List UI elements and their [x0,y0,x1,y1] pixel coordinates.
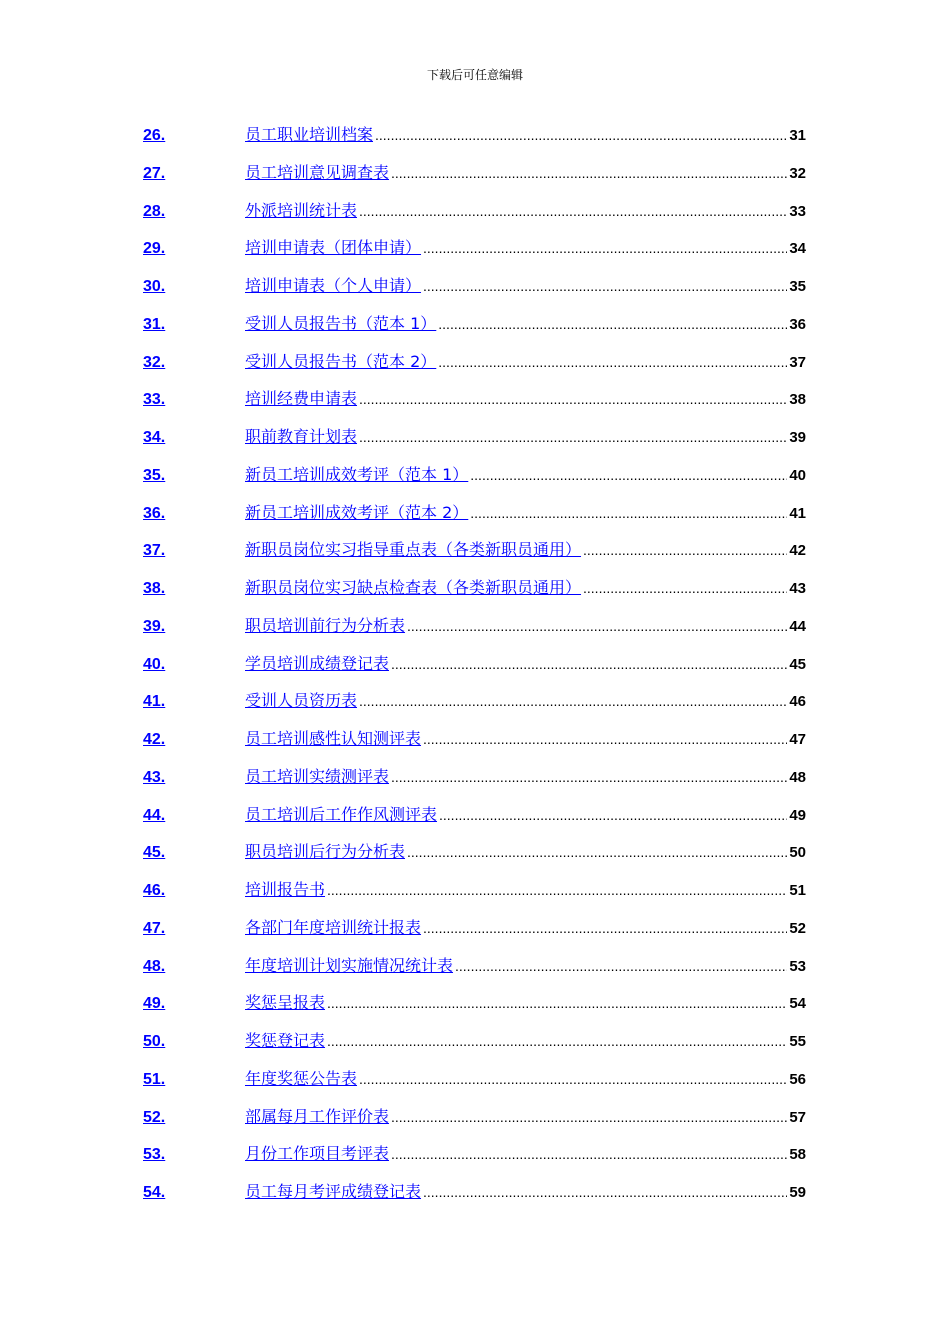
toc-dot-leader [407,618,787,634]
toc-entry-number[interactable]: 35. [143,466,166,484]
toc-entry-number[interactable]: 34. [143,429,166,446]
toc-entry-title[interactable]: 受训人员报告书（范本 2） [245,351,437,371]
toc-page-number: 35 [789,278,806,295]
toc-page-number: 56 [789,1070,806,1088]
toc-page-number: 53 [789,957,806,975]
toc-page-number: 44 [789,617,806,635]
toc-entry-number[interactable]: 29. [143,240,166,258]
toc-entry-number[interactable]: 38. [143,580,166,597]
toc-page-number: 42 [789,542,806,560]
toc-dot-leader [327,995,787,1011]
toc-page-number: 40 [789,466,806,484]
toc-page-number: 33 [789,202,806,220]
toc-entry[interactable] [143,877,806,915]
toc-entry-number[interactable]: 40. [143,655,166,673]
toc-page-number: 48 [789,768,806,786]
toc-entry[interactable] [143,613,806,651]
toc-entry[interactable] [143,575,806,613]
toc-entry-title[interactable]: 新职员岗位实习缺点检查表（各类新职员通用） [245,578,582,597]
toc-entry-number[interactable]: 37. [143,542,166,560]
toc-page-number: 39 [789,429,806,446]
toc-dot-leader [423,731,787,747]
toc-entry-number[interactable]: 54. [143,1184,166,1201]
toc-dot-leader [375,127,787,143]
page-header: 下载后可任意编辑 [426,68,523,82]
toc-page-number: 52 [789,919,806,937]
toc-entry[interactable] [143,1028,806,1066]
toc-dot-leader [438,316,787,332]
toc-entry-title[interactable]: 学员培训成绩登记表 [245,653,390,673]
toc-entry-title[interactable]: 外派培训统计表 [245,200,358,220]
toc-entry-number[interactable]: 39. [143,617,166,635]
toc-dot-leader [423,920,787,936]
toc-page-number: 38 [789,391,806,409]
toc-entry-title[interactable]: 培训申请表（团体申请） [245,238,422,258]
toc-page-number: 34 [789,240,806,258]
toc-entry-number[interactable]: 36. [143,504,166,522]
toc-entry[interactable] [143,235,806,273]
toc-page-number: 47 [789,731,806,748]
toc-entry[interactable] [143,462,806,500]
toc-page-number: 59 [789,1184,806,1201]
toc-dot-leader [359,203,787,219]
toc-dot-leader [470,467,787,483]
toc-dot-leader [470,505,787,521]
toc-page-number: 51 [789,882,806,899]
toc-entry[interactable] [143,122,806,160]
toc-dot-leader [391,1109,787,1125]
toc-entry[interactable] [143,915,806,953]
toc-page-number: 46 [789,693,806,711]
toc-entry-title[interactable]: 职员培训后行为分析表 [245,842,406,862]
toc-dot-leader [423,1184,787,1200]
toc-entry-number[interactable]: 41. [143,693,166,711]
toc-entry[interactable] [143,990,806,1028]
toc-entry-number[interactable]: 45. [143,844,166,862]
toc-entry-title[interactable]: 员工每月考评成绩登记表 [245,1182,422,1201]
toc-dot-leader [438,354,787,370]
toc-entry-title[interactable]: 员工培训后工作作风测评表 [245,804,438,824]
toc-entry-title[interactable]: 职前教育计划表 [245,427,358,446]
toc-entry[interactable] [143,537,806,575]
toc-entry-title[interactable]: 培训申请表（个人申请） [245,276,422,295]
toc-page-number: 45 [789,655,806,673]
toc-entry-number[interactable]: 31. [143,315,166,333]
toc-entry[interactable] [143,726,806,764]
toc-entry-title[interactable]: 员工培训感性认知测评表 [245,729,422,748]
toc-entry-title[interactable]: 年度奖惩公告表 [245,1068,358,1088]
toc-entry-title[interactable]: 员工培训意见调查表 [245,162,390,182]
toc-entry-title[interactable]: 员工职业培训档案 [245,125,374,144]
toc-page-number: 37 [789,353,806,371]
toc-dot-leader [391,1146,787,1162]
toc-dot-leader [423,240,787,256]
toc-entry-number[interactable]: 42. [143,731,166,748]
toc-entry[interactable] [143,764,806,802]
toc-entry-title[interactable]: 各部门年度培训统计报表 [245,917,422,937]
toc-dot-leader [359,1071,787,1087]
toc-dot-leader [423,278,787,294]
toc-entry[interactable] [143,198,806,236]
toc-dot-leader [359,429,787,445]
toc-entry-number[interactable]: 49. [143,995,166,1013]
toc-entry-title[interactable]: 奖惩呈报表 [245,993,326,1013]
toc-entry[interactable] [143,1066,806,1104]
toc-dot-leader [583,542,787,558]
toc-entry-title[interactable]: 部属每月工作评价表 [245,1106,390,1126]
toc-dot-leader [327,1033,787,1049]
toc-entry[interactable] [143,1104,806,1142]
toc-entry-title[interactable]: 培训报告书 [245,880,326,899]
toc-entry[interactable] [143,424,806,462]
toc-page-number: 36 [789,315,806,333]
toc-page-number: 43 [789,580,806,597]
toc-entry[interactable] [143,839,806,877]
toc-entry-number[interactable]: 46. [143,882,166,899]
toc-entry-number[interactable]: 43. [143,768,166,786]
toc-entry-title[interactable]: 受训人员报告书（范本 1） [245,313,437,333]
toc-dot-leader [455,958,787,974]
table-of-contents [143,122,806,1217]
toc-entry-number[interactable]: 50. [143,1033,166,1050]
toc-dot-leader [439,807,787,823]
toc-entry-number[interactable]: 53. [143,1146,166,1164]
toc-dot-leader [407,844,787,860]
toc-entry-title[interactable]: 受训人员资历表 [245,691,358,711]
toc-page-number: 57 [789,1108,806,1126]
toc-entry-number[interactable]: 26. [143,127,166,144]
toc-entry[interactable] [143,273,806,311]
toc-entry-title[interactable]: 奖惩登记表 [245,1031,326,1050]
toc-entry-title[interactable]: 员工培训实绩测评表 [245,766,390,786]
toc-page-number: 58 [789,1146,806,1164]
toc-entry-number[interactable]: 44. [143,806,166,824]
toc-page-number: 31 [789,127,806,144]
toc-dot-leader [391,656,787,672]
toc-entry[interactable] [143,500,806,538]
toc-dot-leader [391,769,787,785]
toc-entry-number[interactable]: 28. [143,202,166,220]
toc-entry[interactable] [143,953,806,991]
toc-page-number: 32 [789,164,806,182]
toc-dot-leader [359,391,787,407]
toc-entry-title[interactable]: 月份工作项目考评表 [245,1144,390,1164]
toc-entry-title[interactable]: 新员工培训成效考评（范本 2） [245,502,469,522]
toc-entry-title[interactable]: 职员培训前行为分析表 [245,615,406,635]
toc-entry-title[interactable]: 新职员岗位实习指导重点表（各类新职员通用） [245,540,582,560]
toc-entry[interactable] [143,160,806,198]
toc-entry[interactable] [143,802,806,840]
toc-entry[interactable] [143,386,806,424]
toc-entry-number[interactable]: 27. [143,164,166,182]
toc-entry-title[interactable]: 新员工培训成效考评（范本 1） [245,464,469,484]
toc-entry-number[interactable]: 48. [143,957,166,975]
toc-entry-title[interactable]: 培训经费申请表 [245,389,358,409]
toc-dot-leader [327,882,787,898]
toc-entry[interactable] [143,349,806,387]
toc-entry-number[interactable]: 47. [143,919,166,937]
toc-entry-number[interactable]: 32. [143,353,166,371]
toc-entry-number[interactable]: 33. [143,391,166,409]
toc-page-number: 49 [789,806,806,824]
toc-dot-leader [391,165,787,181]
toc-entry-number[interactable]: 30. [143,278,166,295]
toc-dot-leader [359,693,787,709]
toc-page-number: 41 [789,504,806,522]
toc-entry-number[interactable]: 51. [143,1070,166,1088]
toc-entry[interactable] [143,311,806,349]
toc-entry-title[interactable]: 年度培训计划实施情况统计表 [245,955,454,975]
toc-entry[interactable] [143,1141,806,1179]
toc-page-number: 54 [789,995,806,1013]
toc-entry[interactable] [143,1179,806,1217]
toc-dot-leader [583,580,787,596]
toc-entry[interactable] [143,651,806,689]
toc-page-number: 50 [789,844,806,862]
toc-entry[interactable] [143,688,806,726]
toc-entry-number[interactable]: 52. [143,1108,166,1126]
toc-page-number: 55 [789,1033,806,1050]
